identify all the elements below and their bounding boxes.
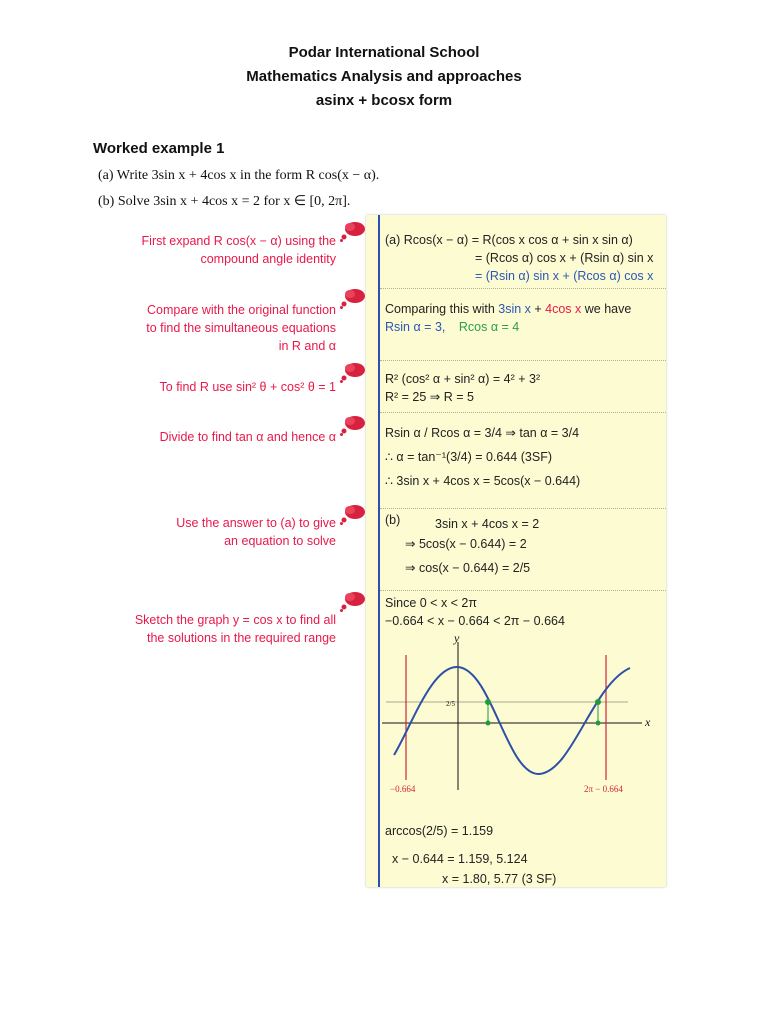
school-title: Podar International School	[288, 44, 480, 61]
working-line: ⇒ 5cos(x − 0.644) = 2	[405, 537, 527, 551]
question-b: (b) Solve 3sin x + 4cos x = 2 for x ∈ [0, 2π].	[98, 194, 351, 209]
working-line: ∴ α = tan⁻¹(3/4) = 0.644 (3SF)	[385, 450, 552, 464]
annotation-line: compound angle identity	[200, 252, 336, 266]
annotation-sketch	[106, 611, 336, 647]
annotation-find-alpha	[106, 428, 336, 446]
course-title: Mathematics Analysis and approaches	[246, 68, 522, 85]
thought-cloud-icon	[340, 287, 366, 309]
cosine-curve	[394, 667, 630, 774]
working-line: Since 0 < x < 2π	[385, 596, 478, 610]
annotation-line: in R and α	[278, 339, 336, 353]
paper-margin-line	[378, 215, 380, 887]
working-line: x − 0.644 = 1.159, 5.124	[392, 852, 528, 866]
section-divider	[380, 508, 666, 509]
working-line: ⇒ cos(x − 0.644) = 2/5	[405, 561, 531, 575]
annotation-line: To find R use sin² θ + cos² θ = 1	[159, 380, 336, 394]
thought-cloud-icon	[340, 414, 366, 436]
working-arccos	[385, 822, 493, 844]
annotation-line: the solutions in the required range	[146, 631, 336, 645]
annotation-compare	[106, 301, 336, 355]
level-label: 2/5	[446, 700, 455, 708]
working-line: x = 1.80, 5.77 (3 SF)	[442, 872, 557, 886]
intersection-point	[595, 699, 601, 705]
annotation-use-answer	[106, 514, 336, 550]
working-range	[385, 594, 565, 630]
part-b-label: (b)	[385, 513, 401, 527]
working-compare	[385, 300, 631, 336]
thought-cloud-icon	[340, 590, 366, 612]
y-axis-label: y	[454, 631, 460, 645]
annotation-line: Compare with the original function	[147, 303, 336, 317]
annotation-find-r	[106, 378, 336, 396]
working-text: Comparing this with	[385, 302, 499, 316]
working-line: (a) Rcos(x − α) = R(cos x cos α + sin x sin α)	[385, 233, 633, 247]
working-final-answer	[442, 870, 556, 888]
working-find-alpha	[385, 424, 580, 490]
working-text: we have	[581, 302, 632, 316]
working-line: arccos(2/5) = 1.159	[385, 824, 494, 838]
annotation-line: to find the simultaneous equations	[146, 321, 336, 335]
working-solutions	[392, 850, 528, 868]
working-line: R² = 25 ⇒ R = 5	[385, 390, 474, 404]
section-divider	[380, 360, 666, 361]
working-line: −0.664 < x − 0.664 < 2π − 0.664	[385, 614, 565, 628]
thought-cloud-icon	[340, 503, 366, 525]
x-axis-label: x	[645, 715, 651, 729]
annotation-line: First expand R cos(x − α) using the	[141, 234, 336, 248]
example-heading: Worked example 1	[93, 140, 225, 157]
sine-term: 3sin x	[498, 302, 531, 316]
annotation-line: Use the answer to (a) to give	[176, 516, 336, 530]
section-divider	[380, 288, 666, 289]
working-line: R² (cos² α + sin² α) = 4² + 3²	[385, 372, 541, 386]
equation-rsin: Rsin α = 3,	[385, 320, 446, 334]
thought-cloud-icon	[340, 361, 366, 383]
annotation-expand	[106, 232, 336, 268]
solution-point	[486, 721, 491, 726]
solution-point	[596, 721, 601, 726]
annotation-line: an equation to solve	[224, 534, 336, 548]
annotation-line: Sketch the graph y = cos x to find all	[134, 613, 336, 627]
working-line: 3sin x + 4cos x = 2	[435, 517, 540, 531]
working-part-b	[385, 511, 400, 529]
equation-rcos: Rcos α = 4	[458, 320, 520, 334]
working-line: = (Rcos α) cos x + (Rsin α) sin x	[475, 251, 654, 265]
working-line	[385, 267, 653, 285]
working-line	[385, 300, 631, 318]
working-equation	[435, 515, 539, 535]
sine-coefficient-term: = (Rsin α) sin x + (Rcos α) cos x	[475, 269, 654, 283]
working-line: Rsin α / Rcos α = 3/4 ⇒ tan α = 3/4	[385, 426, 580, 440]
working-line: ∴ 3sin x + 4cos x = 5cos(x − 0.644)	[385, 474, 581, 488]
intersection-point	[485, 699, 491, 705]
topic-title: asinx + bcosx form	[315, 92, 453, 109]
annotation-line: Divide to find tan α and hence α	[159, 430, 336, 444]
thought-cloud-icon	[340, 220, 366, 242]
working-line	[385, 318, 631, 336]
left-bound-label: −0.664	[390, 784, 416, 794]
working-find-r	[385, 370, 540, 406]
cosine-term: 4cos x	[545, 302, 582, 316]
cosine-graph	[382, 630, 666, 800]
working-text: +	[530, 302, 546, 316]
section-divider	[380, 412, 666, 413]
working-equation	[405, 535, 530, 577]
right-bound-label: 2π − 0.664	[584, 784, 623, 794]
question-a: (a) Write 3sin x + 4cos x in the form R cos(x − α).	[98, 168, 380, 183]
working-expansion	[385, 231, 653, 285]
section-divider	[380, 590, 666, 591]
